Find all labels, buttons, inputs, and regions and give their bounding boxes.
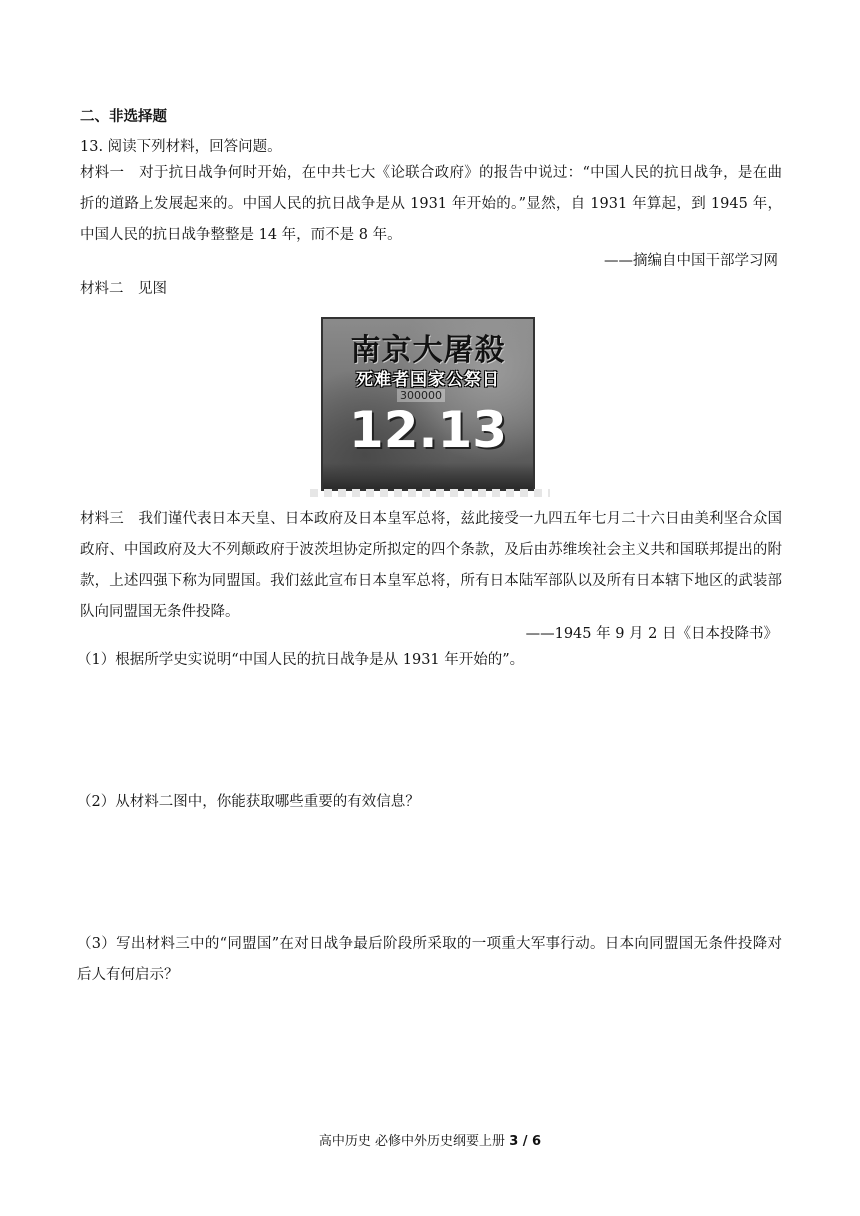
poster-date: 12.13 [348,401,508,459]
page-footer [0,1133,860,1151]
poster-ground-decoration [323,463,533,489]
poster-caption-faint [310,489,550,497]
poster-number: 300000 [397,389,445,402]
material-three-text: 材料三 我们谨代表日本天皇、日本政府及日本皇军总将，兹此接受一九四五年七月二十六日由美利坚合众国政府、中国政府及大不列颠政府于波茨坦协定所拟定的四个条款，及后由苏维埃社会主义共和国联邦提出的附款，上述四强下称为同盟国。我们兹此宣布日本皇军总将，所有日本陆军部队以及所有日本辖下地区的武装部队向同盟国无条件投降。 [80,511,782,620]
page-number: 3 / 6 [509,1134,542,1149]
material-two-label: 材料二 见图 [80,281,167,297]
material-three-source: ——1945 年 9 月 2 日《日本投降书》 [525,626,778,642]
material-one-source: ——摘编自中国干部学习网 [604,253,778,269]
poster-title: 南京大屠殺 [350,333,506,368]
nanjing-memorial-poster-image [321,317,535,491]
question-stem: 13. 阅读下列材料，回答问题。 [80,139,282,155]
sub-question-1: （1）根据所学史实说明“中国人民的抗日战争是从 1931 年开始的”。 [77,652,525,668]
footer-text: 高中历史 必修中外历史纲要上册 [318,1134,510,1149]
section-heading: 二、非选择题 [80,109,167,125]
poster-subtitle: 死难者国家公祭日 [356,370,500,390]
sub-question-2: （2）从材料二图中，你能获取哪些重要的有效信息？ [77,794,420,810]
material-one-text: 材料一 对于抗日战争何时开始，在中共七大《论联合政府》的报告中说过：“中国人民的抗日战争，是在曲折的道路上发展起来的。中国人民的抗日战争是从 1931 年开始的。”显然，自 1931 年算起，到 1945 年，中国人民的抗日战争整整是 14 年，而不是 8 年。 [80,165,782,243]
sub-question-3: （3）写出材料三中的“同盟国”在对日战争最后阶段所采取的一项重大军事行动。日本向同盟国无条件投降对后人有何启示？ [77,936,782,983]
